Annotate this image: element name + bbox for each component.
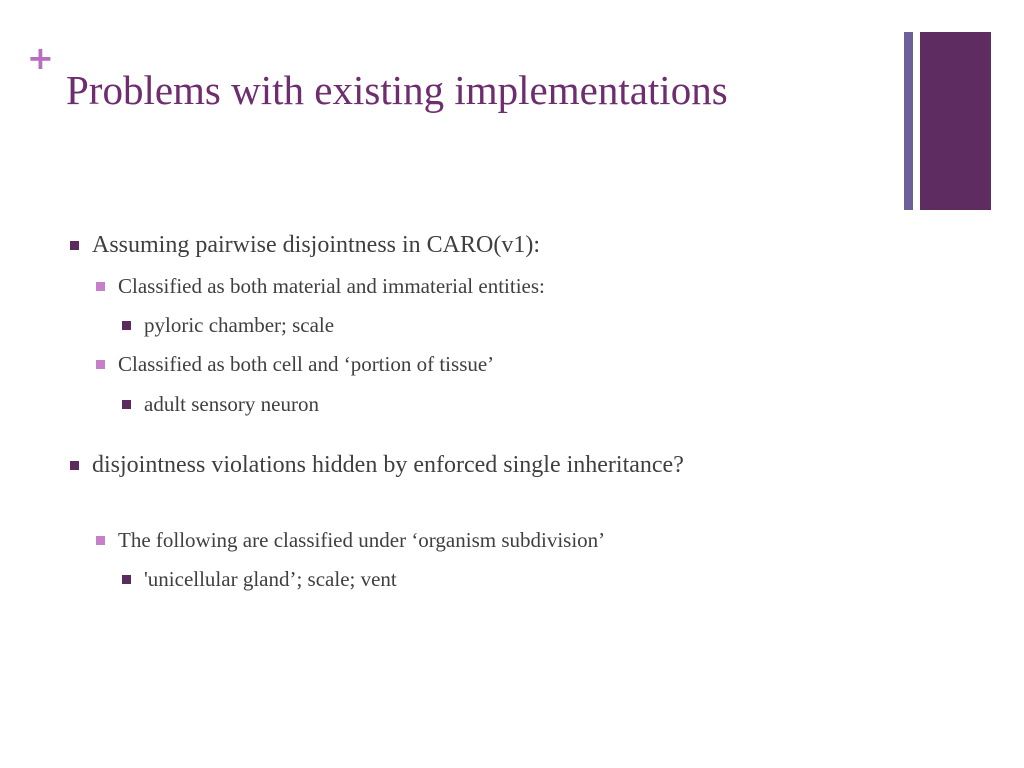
bullet-text: Classified as both material and immaterial entities:: [118, 274, 545, 298]
decorative-bar-thick: [920, 32, 991, 210]
square-bullet-icon: [122, 575, 131, 584]
bullet-item-level-1: [92, 229, 892, 262]
bullet-text: disjointness violations hidden by enforced single inheritance?: [92, 452, 684, 478]
bullet-text: adult sensory neuron: [144, 392, 319, 416]
bullet-text: pyloric chamber; scale: [144, 313, 335, 337]
bullet-item-level-2: [118, 272, 898, 300]
bullet-text: The following are classified under ‘organism subdivision’: [118, 528, 606, 552]
bullet-item-level-3: [144, 311, 904, 339]
slide-title: Problems with existing implementations: [66, 67, 728, 113]
square-bullet-icon: [122, 321, 131, 330]
square-bullet-icon: [96, 360, 105, 369]
bullet-text: 'unicellular gland’; scale; vent: [144, 567, 397, 591]
decorative-bar-thin: [904, 32, 913, 210]
bullet-item-level-2: [118, 350, 898, 378]
square-bullet-icon: [70, 461, 79, 470]
bullet-text: Assuming pairwise disjointness in CARO(v1):: [92, 232, 540, 258]
bullet-item-level-1: [92, 449, 792, 482]
bullet-item-level-2: [118, 526, 898, 554]
square-bullet-icon: [70, 241, 79, 250]
square-bullet-icon: [96, 282, 105, 291]
plus-icon: +: [27, 39, 54, 77]
square-bullet-icon: [122, 400, 131, 409]
square-bullet-icon: [96, 536, 105, 545]
bullet-text: Classified as both cell and ‘portion of tissue’: [118, 352, 495, 376]
bullet-item-level-3: [144, 390, 904, 418]
bullet-item-level-3: [144, 565, 904, 593]
